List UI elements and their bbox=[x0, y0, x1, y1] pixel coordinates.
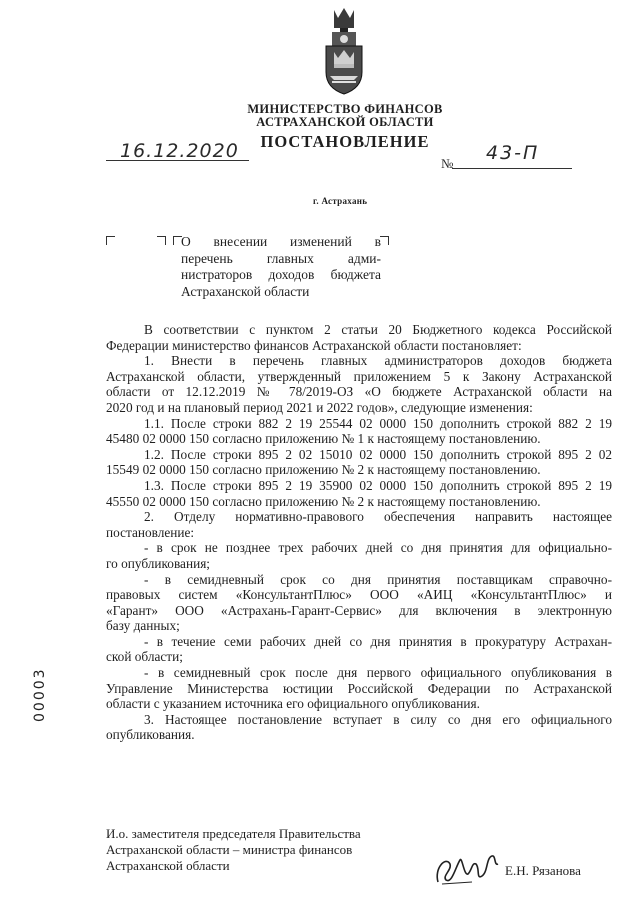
signatory-title-line: Астраханской области bbox=[106, 858, 230, 873]
signatory-title bbox=[106, 826, 426, 874]
body-line: области от 12.12.2019 № 78/2019-ОЗ «О бюджете Астраханской области на bbox=[106, 384, 612, 400]
body-line: Управление Министерства юстиции Российской Федерации по Астраханской bbox=[106, 680, 612, 696]
body-line: 1. Внести в перечень главных администраторов доходов бюджета bbox=[144, 353, 612, 369]
date-underline bbox=[106, 160, 249, 161]
body-line: 2020 год и на плановый период 2021 и 2022 годов», следующие изменения: bbox=[106, 399, 533, 415]
body-line: 3. Настоящее постановление вступает в силу со дня его официального bbox=[144, 711, 612, 727]
city-label: г. Астрахань bbox=[313, 196, 368, 206]
document-type: ПОСТАНОВЛЕНИЕ bbox=[260, 132, 430, 151]
signatory-name: Е.Н. Рязанова bbox=[505, 863, 581, 878]
body-line: 2. Отделу нормативно-правового обеспечения направить настоящее bbox=[144, 509, 612, 525]
signatory-title-line: Астраханской области – министра финансов bbox=[106, 842, 353, 857]
bracket-mark bbox=[380, 236, 389, 245]
subject-line: Астраханской области bbox=[181, 283, 310, 299]
body-line: - в семидневный срок со дня принятия поставщикам справочно- bbox=[144, 571, 612, 587]
body-line: В соответствии с пунктом 2 статьи 20 Бюджетного кодекса Российской bbox=[144, 322, 612, 337]
body-line: 45550 02 0000 150 согласно приложению № 2 к настоящему постановлению. bbox=[106, 493, 541, 509]
body-line: 1.2. После строки 895 2 02 15010 02 0000 150 дополнить строкой 895 2 02 bbox=[144, 446, 612, 462]
body-line: Астраханской области, утвержденный приложением 5 к Закону Астраханской bbox=[106, 368, 612, 384]
body-line: правовых систем «КонсультантПлюс» ООО «АИЦ «КонсультантПлюс» и bbox=[106, 587, 612, 603]
body-line: «Гарант» ООО «Астрахань-Гарант-Сервис» для включения в электронную bbox=[106, 602, 612, 618]
document-date: 16.12.2020 bbox=[120, 140, 239, 162]
body-line: базу данных; bbox=[106, 618, 180, 634]
number-underline bbox=[452, 168, 572, 169]
body-line: Федерации министерство финансов Астраханской области постановляет: bbox=[106, 337, 522, 353]
body-line: 45480 02 0000 150 согласно приложению № 1 к настоящему постановлению. bbox=[106, 431, 541, 447]
subject-line: О внесении изменений в bbox=[181, 234, 381, 249]
stamp-number: 00003 bbox=[32, 667, 48, 722]
organization-region: АСТРАХАНСКОЙ ОБЛАСТИ bbox=[256, 115, 434, 129]
organization-name: МИНИСТЕРСТВО ФИНАНСОВ bbox=[247, 102, 443, 116]
subject-line: нистраторов доходов бюджета bbox=[181, 267, 381, 282]
number-sign: № bbox=[441, 156, 454, 171]
body-line: 15549 02 0000 150 согласно приложению № 2 к настоящему постановлению. bbox=[106, 462, 541, 478]
body-line: - в срок не позднее трех рабочих дней со дня принятия для официально- bbox=[144, 540, 612, 556]
page-stamp bbox=[32, 662, 52, 722]
body-line: постановление: bbox=[106, 524, 195, 540]
subject-line: перечень главных адми- bbox=[181, 250, 381, 266]
body-line: го опубликования; bbox=[106, 555, 210, 571]
body-line: ской области; bbox=[106, 649, 183, 665]
body-line: - в семидневный срок после дня первого официального опубликования в bbox=[144, 665, 612, 681]
bracket-mark bbox=[106, 236, 115, 245]
signatory-title-line: И.о. заместителя председателя Правительства bbox=[106, 826, 361, 841]
body-line: 1.3. После строки 895 2 19 35900 02 0000 150 дополнить строкой 895 2 19 bbox=[144, 477, 612, 493]
coat-of-arms-icon bbox=[320, 6, 368, 96]
body-line: области с указанием источника его официального опубликования. bbox=[106, 696, 480, 712]
handwritten-signature bbox=[432, 846, 502, 888]
body-line: - в течение семи рабочих дней со дня принятия в прокуратуру Астрахан- bbox=[144, 633, 612, 649]
document-body bbox=[106, 322, 612, 743]
document-number: 43-П bbox=[486, 142, 540, 164]
document-subject bbox=[181, 234, 381, 300]
bracket-mark bbox=[157, 236, 166, 245]
body-line: 1.1. После строки 882 2 19 25544 02 0000 150 дополнить строкой 882 2 19 bbox=[144, 415, 612, 431]
body-line: опубликования. bbox=[106, 727, 195, 743]
